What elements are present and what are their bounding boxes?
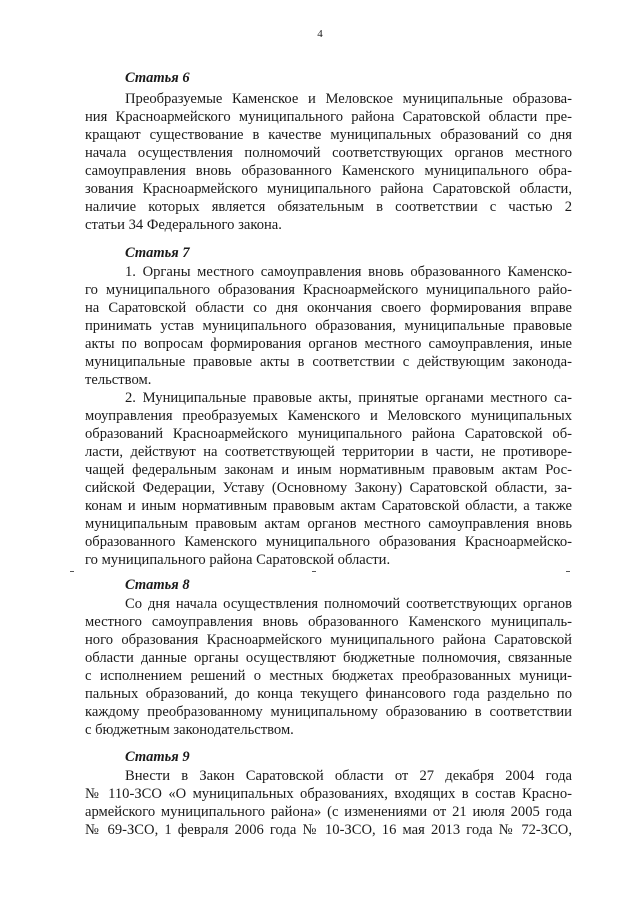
article-9-line: № 110-ЗСО «О муниципальных образованиях, входящих в состав Красно- <box>85 786 572 802</box>
article-6-line: наличие которых является обязательным в соответствии с частью 2 <box>85 199 572 215</box>
article-7-line: моуправления преобразуемых Каменского и Меловского муниципальных <box>85 408 572 424</box>
article-8-line: пальных образований, до конца текущего финансового года раздельно по <box>85 686 572 702</box>
scan-mark <box>566 571 570 572</box>
article-7-line: на Саратовской области со дня окончания своего формирования вправе <box>85 300 572 316</box>
article-8-line: ного образования Красноармейского муниципального района Саратовской <box>85 632 572 648</box>
article-8-line: области данные органы осуществляют бюджетные полномочия, связанные <box>85 650 572 666</box>
article-7-line: муниципальные правовые акты в соответствии с действующим законода- <box>85 354 572 370</box>
article-7-line: принимать устав муниципального образования, муниципальные правовые <box>85 318 572 334</box>
article-7-line: конам и иным нормативным правовым актам Саратовской области, а также <box>85 498 572 514</box>
article-6-line: начала осуществления полномочий соответствующих органов местного <box>85 145 572 161</box>
article-6-heading: Статья 6 <box>125 70 190 86</box>
article-8-line: с бюджетным законодательством. <box>85 722 294 738</box>
article-8-line: с исполнением решений о местных бюджетах преобразованных муници- <box>85 668 572 684</box>
page-number: 4 <box>317 28 323 40</box>
article-6-line: зования Красноармейского муниципального района Саратовской области, <box>85 181 572 197</box>
article-9-line: № 69-ЗСО, 1 февраля 2006 года № 10-ЗСО, 16 мая 2013 года № 72-ЗСО, <box>85 822 572 838</box>
article-6-line: ния Красноармейского муниципального района Саратовской области пре- <box>85 109 572 125</box>
article-7-line: сийской Федерации, Уставу (Основному Закону) Саратовской области, за- <box>85 480 572 496</box>
article-7-line: акты по вопросам формирования органов местного самоуправления, иные <box>85 336 572 352</box>
article-7-line: 2. Муниципальные правовые акты, принятые органами местного са- <box>125 390 572 406</box>
article-8-heading: Статья 8 <box>125 577 190 593</box>
article-7-line: образований Красноармейского муниципального района Саратовской об- <box>85 426 572 442</box>
article-8-line: местного самоуправления вновь образованного Каменского муниципаль- <box>85 614 572 630</box>
article-7-line: образованного Каменского муниципального образования Красноармейско- <box>85 534 572 550</box>
article-7-line: ласти, действуют на соответствующей территории в части, не противоре- <box>85 444 572 460</box>
article-7-line: го муниципального образования Красноармейского муниципального райо- <box>85 282 572 298</box>
article-7-line: тельством. <box>85 372 152 388</box>
article-9-heading: Статья 9 <box>125 749 190 765</box>
article-7-line: чащей федеральным законам и иным нормативным правовым актам Рос- <box>85 462 572 478</box>
article-6-line: статьи 34 Федерального закона. <box>85 217 282 233</box>
article-6-line: самоуправления вновь образованного Каменского муниципального обра- <box>85 163 572 179</box>
article-6-line: кращают существование в качестве муниципальных образований со дня <box>85 127 572 143</box>
article-7-line: 1. Органы местного самоуправления вновь образованного Каменско- <box>125 264 572 280</box>
scan-mark <box>312 571 316 572</box>
article-7-line: муниципальным правовым актам органов местного самоуправления вновь <box>85 516 572 532</box>
scan-mark <box>70 571 74 572</box>
article-8-line: Со дня начала осуществления полномочий соответствующих органов <box>125 596 572 612</box>
article-9-line: армейского муниципального района» (с изменениями от 21 июля 2005 года <box>85 804 572 820</box>
article-7-heading: Статья 7 <box>125 245 190 261</box>
article-8-line: каждому преобразованному муниципальному образованию в соответствии <box>85 704 572 720</box>
article-6-line: Преобразуемые Каменское и Меловское муниципальные образова- <box>125 91 572 107</box>
article-9-line: Внести в Закон Саратовской области от 27 декабря 2004 года <box>125 768 572 784</box>
article-7-line: го муниципального района Саратовской области. <box>85 552 391 568</box>
